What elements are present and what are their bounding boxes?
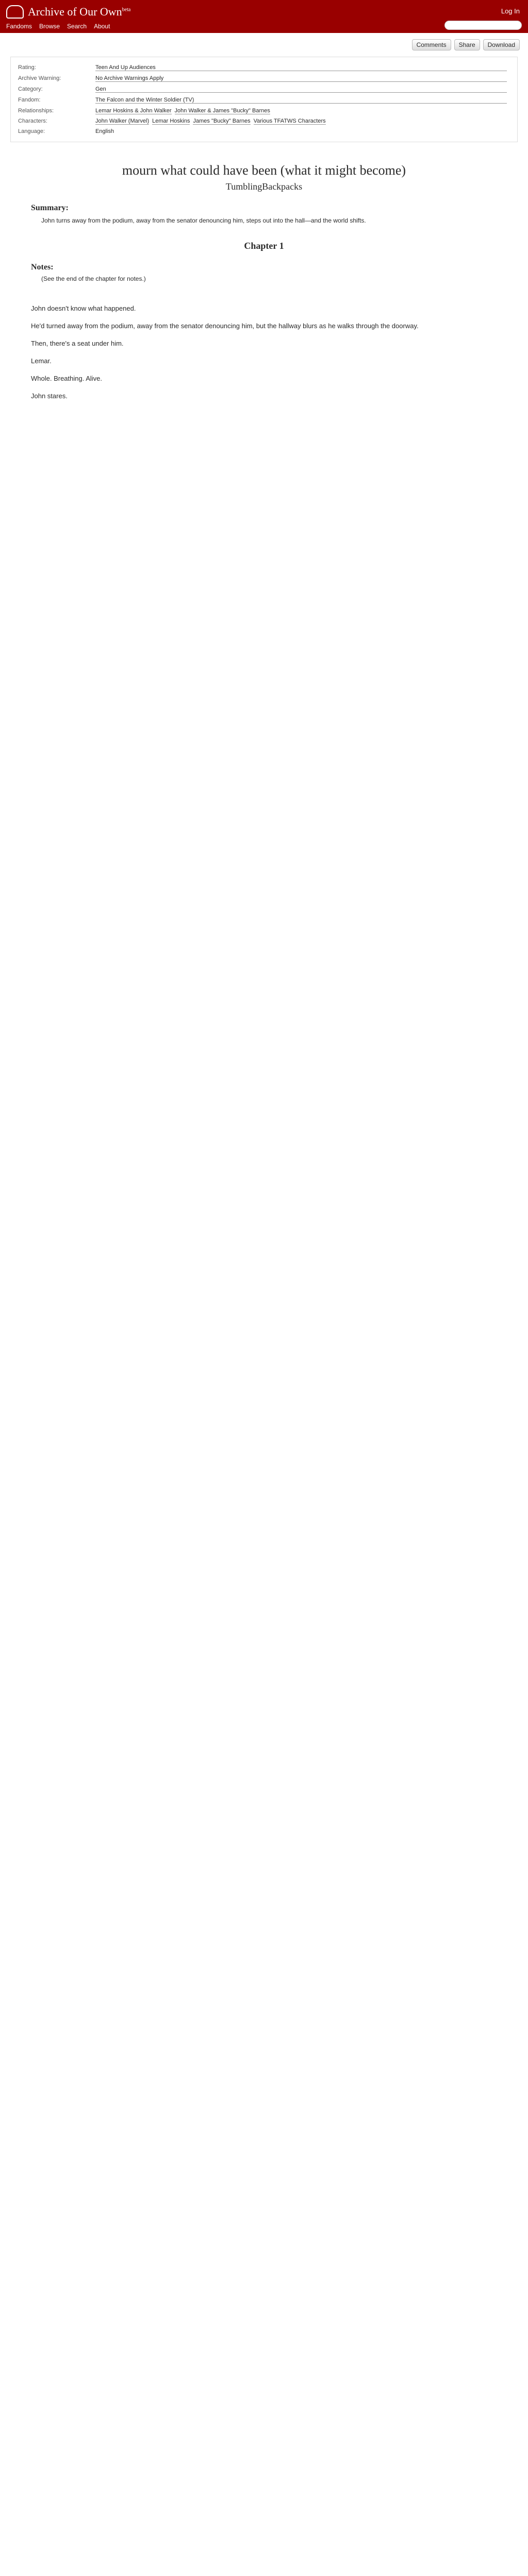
search-input[interactable] bbox=[444, 21, 522, 30]
story-paragraph: Whole. Breathing. Alive. bbox=[31, 375, 103, 383]
ao3-logo-icon bbox=[6, 5, 24, 19]
site-title: Archive of Our Own$^{beta}$ bbox=[28, 5, 131, 18]
share-button[interactable]: Share bbox=[454, 39, 480, 50]
meta-fandom: Fandom: The Falcon and the Winter Soldier (TV) bbox=[18, 95, 510, 106]
work-title-block bbox=[0, 163, 528, 192]
site-header bbox=[0, 0, 528, 33]
summary-heading: Summary: bbox=[31, 204, 69, 212]
work-title: mourn what could have been (what it might become) bbox=[122, 163, 406, 178]
work-author[interactable]: TumblingBackpacks bbox=[225, 181, 303, 192]
chapter-text bbox=[31, 303, 497, 402]
meta-language: Language: English bbox=[18, 128, 114, 134]
story-paragraph: He'd turned away from the podium, away from the senator denouncing him, but the hallway blurs as he walks through the doorway. bbox=[31, 322, 419, 330]
work-meta bbox=[10, 57, 518, 142]
meta-rating: Rating: Teen And Up Audiences bbox=[18, 62, 510, 73]
summary-text: John turns away from the podium, away from the senator denouncing him, steps out into the hall—and the world shifts. bbox=[41, 217, 366, 224]
comments-button[interactable]: Comments bbox=[412, 39, 451, 50]
work-actions bbox=[0, 33, 528, 57]
meta-warnings: Archive Warning: No Archive Warnings Apply bbox=[18, 73, 510, 84]
notes-text: (See the end of the chapter for notes.) bbox=[41, 275, 146, 282]
nav-fandoms[interactable]: Fandoms bbox=[6, 23, 32, 30]
notes-heading: Notes: bbox=[31, 263, 54, 272]
nav-search[interactable]: Search bbox=[67, 23, 87, 30]
site-logo[interactable] bbox=[6, 5, 130, 19]
download-button[interactable]: Download bbox=[483, 39, 520, 50]
nav-about[interactable]: About bbox=[94, 23, 110, 30]
story-paragraph: Lemar. bbox=[31, 357, 52, 365]
story-paragraph: Then, there's a seat under him. bbox=[31, 340, 124, 348]
login-link[interactable]: Log In bbox=[501, 7, 520, 15]
meta-characters: Characters: John Walker (Marvel) Lemar Hoskins James "Bucky" Barnes Various TFATWS Characters bbox=[18, 118, 326, 124]
story-paragraph: John doesn't know what happened. bbox=[31, 304, 136, 312]
meta-relationships: Relationships: Lemar Hoskins & John Walker John Walker & James "Bucky" Barnes bbox=[18, 108, 270, 114]
nav-browse[interactable]: Browse bbox=[39, 23, 60, 30]
primary-nav bbox=[6, 23, 110, 30]
chapter-heading: Chapter 1 bbox=[244, 241, 284, 251]
story-paragraph: John stares. bbox=[31, 392, 68, 400]
meta-category: Category: Gen bbox=[18, 84, 510, 95]
